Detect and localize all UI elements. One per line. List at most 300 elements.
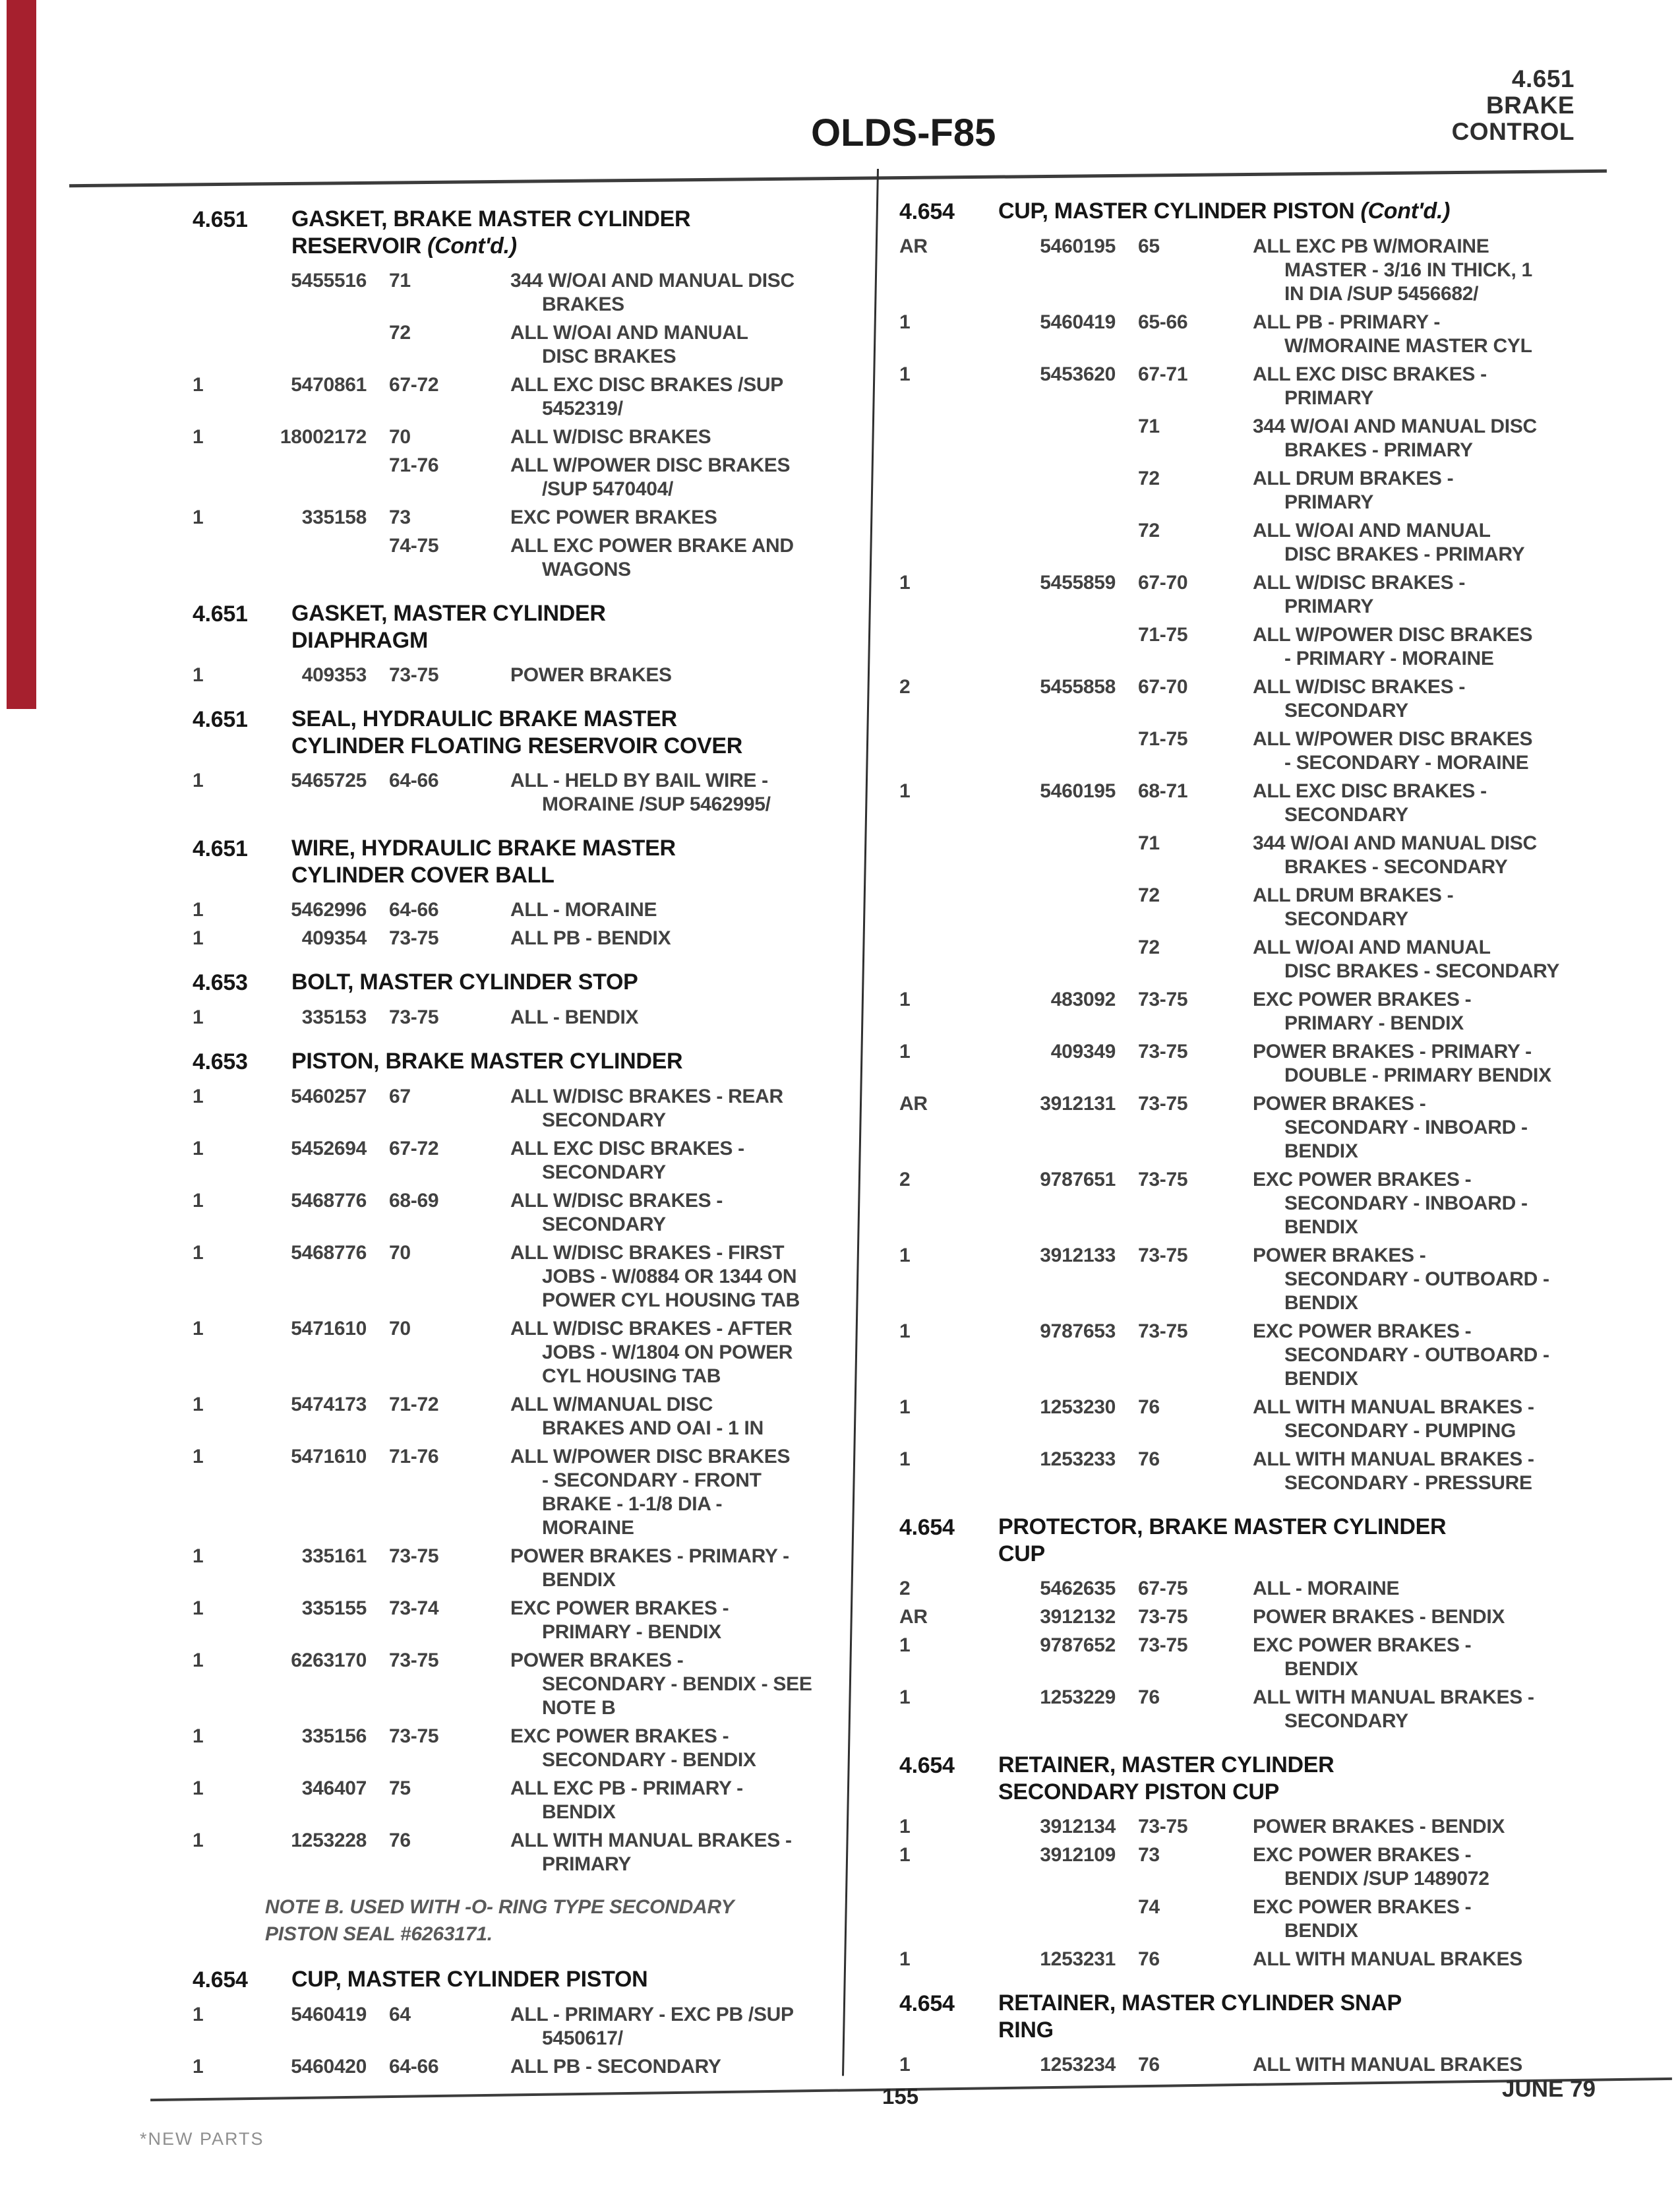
years-cell: 70: [389, 426, 411, 448]
page-number: 155: [882, 2084, 919, 2109]
section-title: SEAL, HYDRAULIC BRAKE MASTER CYLINDER FLOATING RESERVOIR COVER: [291, 706, 743, 758]
part-row: [899, 311, 1611, 358]
years-cell: 71-75: [1138, 728, 1188, 750]
qty-cell: 1: [193, 1649, 204, 1671]
years-cell: 73-75: [389, 1649, 439, 1671]
description-cell: [1253, 1843, 1611, 1891]
part-number-cell: 1253229: [1040, 1686, 1116, 1708]
description-line: ALL EXC DISC BRAKES -: [1253, 780, 1487, 802]
description-line: ALL - MORAINE: [510, 899, 657, 921]
part-row: [899, 1320, 1611, 1391]
description-cell: [510, 506, 857, 530]
part-row: [193, 1445, 857, 1540]
part-number-cell: 5455516: [291, 270, 367, 292]
part-row: [899, 1895, 1611, 1943]
description-line: MORAINE: [542, 1517, 634, 1539]
years-cell: 73-75: [1138, 1169, 1188, 1190]
part-row: [899, 1448, 1611, 1495]
qty-cell: 1: [193, 1242, 204, 1264]
description-cell: [1253, 519, 1611, 567]
part-row: [899, 571, 1611, 619]
years-cell: 73-75: [1138, 989, 1188, 1010]
years-cell: 73-74: [389, 1597, 439, 1619]
section-header: [193, 706, 857, 760]
description-line: ALL EXC DISC BRAKES -: [1253, 363, 1487, 385]
description-line: SECONDARY: [542, 1214, 666, 1235]
part-row: [193, 1006, 857, 1030]
years-cell: 71: [1138, 832, 1160, 854]
description-cell: [510, 2003, 857, 2050]
section-title: PROTECTOR, BRAKE MASTER CYLINDER CUP: [998, 1514, 1447, 1566]
description-line: POWER BRAKES -: [510, 1649, 684, 1671]
years-cell: 73-75: [1138, 1634, 1188, 1656]
qty-cell: 2: [899, 1578, 911, 1599]
left-column: [193, 206, 857, 2097]
part-number-cell: 5460420: [291, 2056, 367, 2078]
description-line: 5452319/: [542, 398, 623, 419]
part-row: [899, 832, 1611, 879]
description-cell: [1253, 1634, 1611, 1681]
qty-cell: 1: [193, 1318, 204, 1340]
qty-cell: 1: [193, 1725, 204, 1747]
years-cell: 67-70: [1138, 572, 1188, 594]
part-row: [193, 1829, 857, 1876]
description-line: ALL EXC DISC BRAKES -: [510, 1138, 744, 1159]
description-cell: [1253, 1244, 1611, 1315]
part-number-cell: 5460195: [1040, 235, 1116, 257]
part-number-cell: 335161: [301, 1545, 367, 1567]
description-cell: [510, 1393, 857, 1440]
description-line: POWER BRAKES - BENDIX: [1253, 1606, 1505, 1628]
part-row: [193, 1545, 857, 1592]
section-code: 4.654: [899, 1753, 955, 1778]
part-number-cell: 9787653: [1040, 1320, 1116, 1342]
part-row: [899, 1843, 1611, 1891]
part-number-cell: 409349: [1050, 1041, 1116, 1063]
part-number-cell: [231, 454, 389, 501]
years-cell: 75: [389, 1777, 411, 1799]
part-row: [899, 936, 1611, 983]
section-code: 4.654: [899, 1515, 955, 1540]
years-cell: 71-72: [389, 1394, 439, 1415]
part-row: [899, 1577, 1611, 1601]
description-line: - SECONDARY - MORAINE: [1284, 752, 1529, 774]
description-line: PRIMARY - BENDIX: [542, 1621, 721, 1643]
years-cell: 76: [1138, 1686, 1160, 1708]
years-cell: 73: [389, 507, 411, 528]
part-row: [193, 1597, 857, 1644]
part-number-cell: 3912132: [1040, 1606, 1116, 1628]
description-line: ALL EXC DISC BRAKES /SUP: [510, 374, 783, 396]
description-cell: [510, 269, 857, 317]
description-line: ALL - HELD BY BAIL WIRE -: [510, 770, 768, 791]
part-row: [193, 1189, 857, 1237]
years-cell: 73-75: [1138, 1245, 1188, 1266]
description-cell: [1253, 780, 1611, 827]
page-title: OLDS-F85: [811, 111, 996, 154]
part-number-cell: 5465725: [291, 770, 367, 791]
parts-section: [193, 706, 857, 816]
years-cell: 67-75: [1138, 1578, 1188, 1599]
parts-section: [899, 198, 1611, 1495]
part-number-cell: 335155: [301, 1597, 367, 1619]
description-cell: [1253, 235, 1611, 306]
years-cell: 76: [1138, 1948, 1160, 1970]
section-header: [899, 1752, 1611, 1806]
part-row: [899, 1605, 1611, 1629]
years-cell: 74-75: [389, 535, 439, 557]
years-cell: 73-75: [389, 1725, 439, 1747]
qty-cell: 1: [899, 780, 911, 802]
qty-cell: 1: [899, 989, 911, 1010]
parts-section: [193, 1966, 857, 2079]
part-number-cell: 1253228: [291, 1830, 367, 1851]
description-line: 344 W/OAI AND MANUAL DISC: [510, 270, 795, 292]
part-number-cell: 1253233: [1040, 1448, 1116, 1470]
part-row: [193, 2003, 857, 2050]
part-number-cell: 3912134: [1040, 1816, 1116, 1837]
description-line: ALL DRUM BRAKES -: [1253, 884, 1454, 906]
qty-cell: [899, 415, 947, 462]
section-header: [899, 1514, 1611, 1568]
description-line: ALL PB - BENDIX: [510, 927, 671, 949]
description-line: PRIMARY: [1284, 387, 1374, 409]
section-header: [193, 206, 857, 260]
description-line: NOTE B: [542, 1697, 616, 1719]
qty-cell: 1: [899, 1844, 911, 1866]
description-line: PRIMARY: [1284, 596, 1374, 617]
qty-cell: 1: [193, 426, 204, 448]
description-cell: [510, 373, 857, 421]
description-cell: [1253, 1040, 1611, 1088]
description-line: EXC POWER BRAKES -: [510, 1597, 729, 1619]
part-number-cell: 5460419: [1040, 311, 1116, 333]
description-line: ALL DRUM BRAKES -: [1253, 468, 1454, 489]
part-number-cell: 335158: [301, 507, 367, 528]
description-line: POWER BRAKES - BENDIX: [1253, 1816, 1505, 1837]
description-line: ALL W/POWER DISC BRAKES: [510, 454, 791, 476]
description-line: ALL W/DISC BRAKES: [510, 426, 711, 448]
corner-section-name-line1: BRAKE: [1485, 92, 1575, 119]
qty-cell: 1: [193, 899, 204, 921]
description-line: ALL WITH MANUAL BRAKES -: [1253, 1686, 1534, 1708]
part-number-cell: 5460257: [291, 1086, 367, 1107]
qty-cell: 1: [899, 1320, 911, 1342]
description-line: ALL WITH MANUAL BRAKES: [1253, 2054, 1522, 2076]
description-line: EXC POWER BRAKES -: [1253, 1169, 1472, 1190]
qty-cell: 1: [193, 1446, 204, 1467]
part-row: [899, 415, 1611, 462]
description-line: SECONDARY: [1284, 908, 1408, 930]
part-row: [899, 519, 1611, 567]
description-cell: [510, 927, 857, 950]
description-line: EXC POWER BRAKES -: [1253, 1634, 1472, 1656]
description-line: /SUP 5470404/: [542, 478, 674, 500]
years-cell: 72: [1138, 884, 1160, 906]
part-row: [193, 1393, 857, 1440]
years-cell: 73-75: [1138, 1093, 1188, 1115]
header-rule: [69, 169, 1607, 187]
description-line: EXC POWER BRAKES -: [1253, 1320, 1472, 1342]
description-line: MORAINE /SUP 5462995/: [542, 793, 771, 815]
part-row: [193, 425, 857, 449]
years-cell: 72: [1138, 468, 1160, 489]
years-cell: 74: [1138, 1896, 1160, 1918]
description-line: POWER BRAKES - PRIMARY -: [510, 1545, 789, 1567]
description-line: DISC BRAKES - SECONDARY: [1284, 960, 1560, 982]
part-row: [193, 506, 857, 530]
description-line: ALL W/DISC BRAKES -: [1253, 572, 1466, 594]
description-line: ALL W/MANUAL DISC: [510, 1394, 713, 1415]
part-row: [899, 1948, 1611, 1971]
description-cell: [510, 1241, 857, 1312]
description-cell: [510, 1006, 857, 1030]
part-number-cell: [947, 519, 1138, 567]
part-number-cell: [231, 321, 389, 369]
part-row: [899, 1634, 1611, 1681]
description-line: DISC BRAKES - PRIMARY: [1284, 543, 1525, 565]
part-row: [899, 884, 1611, 931]
description-line: MASTER - 3/16 IN THICK, 1: [1284, 259, 1532, 281]
years-cell: 71-76: [389, 454, 439, 476]
description-cell: [510, 2055, 857, 2079]
description-line: ALL WITH MANUAL BRAKES -: [1253, 1396, 1534, 1418]
description-line: ALL EXC PB - PRIMARY -: [510, 1777, 743, 1799]
parts-section: [193, 1048, 857, 1948]
description-line: BENDIX /SUP 1489072: [1284, 1868, 1489, 1890]
years-cell: 73: [1138, 1844, 1160, 1866]
part-number-cell: 409354: [301, 927, 367, 949]
section-header: [899, 198, 1611, 226]
description-cell: [510, 1445, 857, 1540]
qty-cell: 1: [899, 1686, 911, 1708]
years-cell: 73-75: [1138, 1606, 1188, 1628]
years-cell: 64-66: [389, 2056, 439, 2078]
part-number-cell: 5460419: [291, 2004, 367, 2025]
description-line: ALL EXC PB W/MORAINE: [1253, 235, 1489, 257]
qty-cell: [899, 832, 947, 879]
description-line: WAGONS: [542, 559, 631, 580]
description-line: BRAKES: [542, 293, 624, 315]
description-line: W/MORAINE MASTER CYL: [1284, 335, 1532, 357]
part-number-cell: 9787652: [1040, 1634, 1116, 1656]
section-title: CUP, MASTER CYLINDER PISTON: [291, 1967, 648, 1992]
part-number-cell: 483092: [1050, 989, 1116, 1010]
section-header: [193, 1966, 857, 1994]
parts-section: [193, 206, 857, 582]
qty-cell: 1: [899, 1448, 911, 1470]
description-line: PRIMARY: [542, 1853, 632, 1875]
description-line: ALL W/POWER DISC BRAKES: [1253, 624, 1533, 646]
part-number-cell: 5471610: [291, 1446, 367, 1467]
years-cell: 73-75: [1138, 1041, 1188, 1063]
corner-section-name-line2: CONTROL: [1451, 118, 1575, 145]
description-line: EXC POWER BRAKES -: [1253, 1896, 1472, 1918]
description-line: POWER CYL HOUSING TAB: [542, 1289, 800, 1311]
section-code: 4.654: [193, 1967, 248, 1992]
description-cell: [510, 1189, 857, 1237]
description-cell: [1253, 1815, 1611, 1839]
section-code: 4.651: [193, 707, 248, 732]
new-parts-footnote: *NEW PARTS: [140, 2129, 264, 2149]
description-line: - SECONDARY - FRONT: [542, 1469, 762, 1491]
qty-cell: AR: [899, 1093, 928, 1115]
qty-cell: 1: [193, 2004, 204, 2025]
description-line: ALL PB - PRIMARY -: [1253, 311, 1441, 333]
description-line: JOBS - W/0884 OR 1344 ON: [542, 1266, 797, 1287]
description-cell: [1253, 832, 1611, 879]
part-number-cell: 5468776: [291, 1190, 367, 1212]
description-line: ALL PB - SECONDARY: [510, 2056, 721, 2078]
part-row: [193, 534, 857, 582]
qty-cell: [899, 936, 947, 983]
qty-cell: [193, 454, 231, 501]
description-line: EXC POWER BRAKES -: [1253, 1844, 1472, 1866]
description-cell: [510, 663, 857, 687]
part-row: [193, 898, 857, 922]
part-row: [899, 1092, 1611, 1163]
section-note: NOTE B. USED WITH -O- RING TYPE SECONDARY PISTON SEAL #6263171.: [265, 1896, 735, 1945]
description-line: BRAKES - SECONDARY: [1284, 856, 1508, 878]
description-cell: [1253, 623, 1611, 671]
description-line: SECONDARY: [1284, 1710, 1408, 1732]
description-line: BENDIX: [1284, 1292, 1358, 1314]
years-cell: 71-76: [389, 1446, 439, 1467]
right-column: [899, 198, 1611, 2095]
section-code: 4.654: [899, 1991, 955, 2016]
description-line: ALL W/OAI AND MANUAL: [510, 322, 748, 344]
description-line: EXC POWER BRAKES -: [1253, 989, 1472, 1010]
description-cell: [1253, 363, 1611, 410]
parts-section: [193, 835, 857, 950]
years-cell: 71-75: [1138, 624, 1188, 646]
description-cell: [1253, 675, 1611, 723]
description-cell: [510, 454, 857, 501]
description-line: ALL - MORAINE: [1253, 1578, 1400, 1599]
part-number-cell: 5462635: [1040, 1578, 1116, 1599]
part-number-cell: 335153: [301, 1006, 367, 1028]
part-row: [899, 467, 1611, 514]
years-cell: 76: [1138, 2054, 1160, 2076]
description-cell: [510, 1317, 857, 1388]
qty-cell: 1: [193, 1545, 204, 1567]
description-cell: [1253, 467, 1611, 514]
description-cell: [1253, 1605, 1611, 1629]
years-cell: 67-70: [1138, 676, 1188, 698]
description-cell: [510, 898, 857, 922]
description-line: CYL HOUSING TAB: [542, 1365, 721, 1387]
parts-section: [899, 1752, 1611, 1971]
description-line: ALL WITH MANUAL BRAKES: [1253, 1948, 1522, 1970]
years-cell: 73-75: [1138, 1816, 1188, 1837]
description-line: ALL W/DISC BRAKES - FIRST: [510, 1242, 785, 1264]
part-row: [193, 927, 857, 950]
description-cell: [1253, 1396, 1611, 1443]
part-row: [193, 1085, 857, 1132]
description-line: ALL W/DISC BRAKES - AFTER: [510, 1318, 793, 1340]
qty-cell: [899, 623, 947, 671]
qty-cell: 1: [899, 572, 911, 594]
qty-cell: 1: [899, 311, 911, 333]
years-cell: 67-71: [1138, 363, 1188, 385]
description-cell: [510, 534, 857, 582]
description-line: ALL W/POWER DISC BRAKES: [510, 1446, 791, 1467]
description-line: ALL W/OAI AND MANUAL: [1253, 937, 1491, 958]
part-row: [899, 1040, 1611, 1088]
qty-cell: 1: [193, 374, 204, 396]
description-line: BENDIX: [542, 1801, 616, 1823]
qty-cell: 1: [899, 1948, 911, 1970]
description-line: SECONDARY - OUTBOARD -: [1284, 1268, 1549, 1290]
years-cell: 65: [1138, 235, 1160, 257]
qty-cell: 1: [193, 1086, 204, 1107]
part-number-cell: [947, 727, 1138, 775]
description-cell: [510, 1545, 857, 1592]
description-line: ALL WITH MANUAL BRAKES -: [510, 1830, 792, 1851]
description-line: SECONDARY - BENDIX: [542, 1749, 756, 1771]
description-line: BRAKE - 1-1/8 DIA -: [542, 1493, 723, 1515]
part-row: [899, 1168, 1611, 1239]
qty-cell: 1: [899, 1041, 911, 1063]
qty-cell: 1: [193, 1830, 204, 1851]
description-line: POWER BRAKES: [510, 664, 672, 686]
years-cell: 68-69: [389, 1190, 439, 1212]
description-cell: [510, 1137, 857, 1185]
section-title: CUP, MASTER CYLINDER PISTON (Cont'd.): [998, 199, 1451, 224]
qty-cell: 1: [899, 1816, 911, 1837]
qty-cell: 1: [193, 507, 204, 528]
qty-cell: 1: [899, 1634, 911, 1656]
years-cell: 67-72: [389, 374, 439, 396]
section-code: 4.651: [193, 207, 248, 232]
part-number-cell: 3912131: [1040, 1093, 1116, 1115]
description-cell: [1253, 1320, 1611, 1391]
description-line: BRAKES AND OAI - 1 IN: [542, 1417, 764, 1439]
qty-cell: AR: [899, 1606, 928, 1628]
qty-cell: 1: [193, 1394, 204, 1415]
years-cell: 64: [389, 2004, 411, 2025]
years-cell: 72: [389, 322, 411, 344]
description-line: ALL W/DISC BRAKES -: [1253, 676, 1466, 698]
part-row: [899, 1396, 1611, 1443]
description-line: DISC BRAKES: [542, 346, 676, 367]
description-cell: [1253, 884, 1611, 931]
section-header: [193, 600, 857, 654]
description-cell: [1253, 1577, 1611, 1601]
part-number-cell: 18002172: [280, 426, 367, 448]
part-row: [193, 1241, 857, 1312]
binding-edge-red-bar: [7, 0, 36, 709]
part-row: [899, 988, 1611, 1035]
part-row: [899, 727, 1611, 775]
qty-cell: 1: [193, 927, 204, 949]
description-line: SECONDARY: [542, 1109, 666, 1131]
years-cell: 72: [1138, 520, 1160, 541]
description-line: ALL W/OAI AND MANUAL: [1253, 520, 1491, 541]
part-number-cell: 346407: [301, 1777, 367, 1799]
parts-section: [899, 1514, 1611, 1733]
corner-section-number: 4.651: [1511, 65, 1575, 92]
section-header: [193, 1048, 857, 1076]
qty-cell: [899, 519, 947, 567]
qty-cell: 1: [193, 1190, 204, 1212]
description-line: EXC POWER BRAKES -: [510, 1725, 729, 1747]
description-line: BENDIX: [1284, 1216, 1358, 1238]
description-cell: [1253, 1448, 1611, 1495]
description-line: JOBS - W/1804 ON POWER: [542, 1341, 793, 1363]
part-row: [193, 1777, 857, 1824]
description-line: SECONDARY - INBOARD -: [1284, 1117, 1528, 1138]
